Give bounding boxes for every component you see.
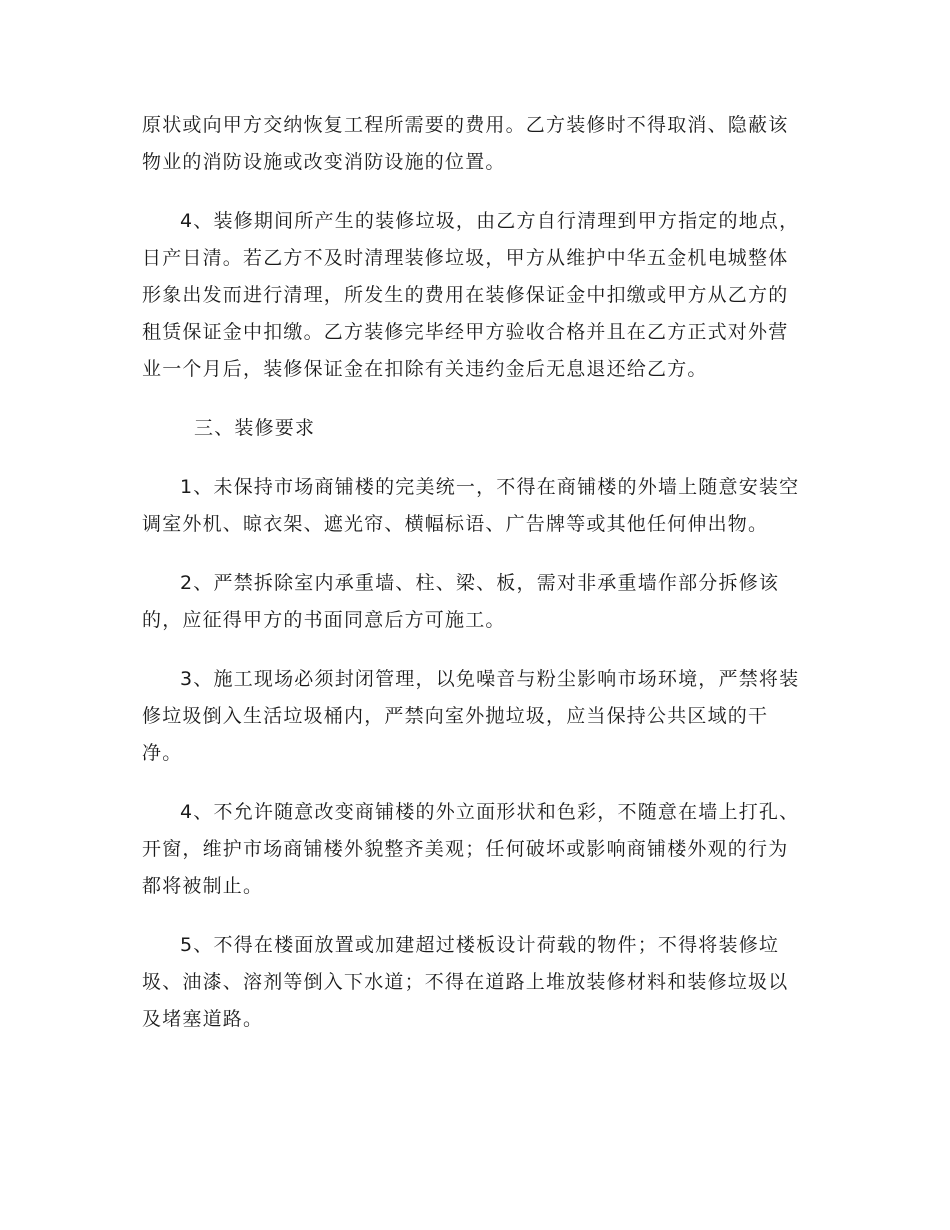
requirement-item-5: 5、不得在楼面放置或加建超过楼板设计荷载的物件；不得将装修垃圾、油漆、溶剂等倒入下水道；不得在道路上堆放装修材料和装修垃圾以及堵塞道路。 — [142, 934, 789, 1030]
document-body — [142, 107, 807, 1038]
requirement-item-1: 1、未保持市场商铺楼的完美统一，不得在商铺楼的外墙上随意安装空调室外机、晾衣架、遮光帘、横幅标语、广告牌等或其他任何伸出物。 — [142, 476, 800, 535]
requirement-item-3: 3、施工现场必须封闭管理，以免噪音与粉尘影响市场环境，严禁将装修垃圾倒入生活垃圾桶内，严禁向室外抛垃圾，应当保持公共区域的干净。 — [142, 668, 800, 764]
paragraph-item-4-garbage: 4、装修期间所产生的装修垃圾，由乙方自行清理到甲方指定的地点，日产日清。若乙方不及时清理装修垃圾，甲方从维护中华五金机电城整体形象出发而进行清理，所发生的费用在装修保证金中扣缴或甲方从乙方的租赁保证金中扣缴。乙方装修完毕经甲方验收合格并且在乙方正式对外营业一个月后，装修保证金在扣除有关违约金后无息退还给乙方。 — [142, 210, 800, 380]
requirement-item-4: 4、不允许随意改变商铺楼的外立面形状和色彩，不随意在墙上打孔、开窗，维护市场商铺楼外貌整齐美观；任何破坏或影响商铺楼外观的行为都将被制止。 — [142, 801, 800, 897]
paragraph-continuation: 原状或向甲方交纳恢复工程所需要的费用。乙方装修时不得取消、隐蔽该物业的消防设施或改变消防设施的位置。 — [142, 114, 789, 173]
section-heading-decoration-requirements: 三、装修要求 — [194, 417, 316, 439]
requirement-item-2: 2、严禁拆除室内承重墙、柱、梁、板，需对非承重墙作部分拆修该的，应征得甲方的书面同意后方可施工。 — [142, 572, 780, 631]
